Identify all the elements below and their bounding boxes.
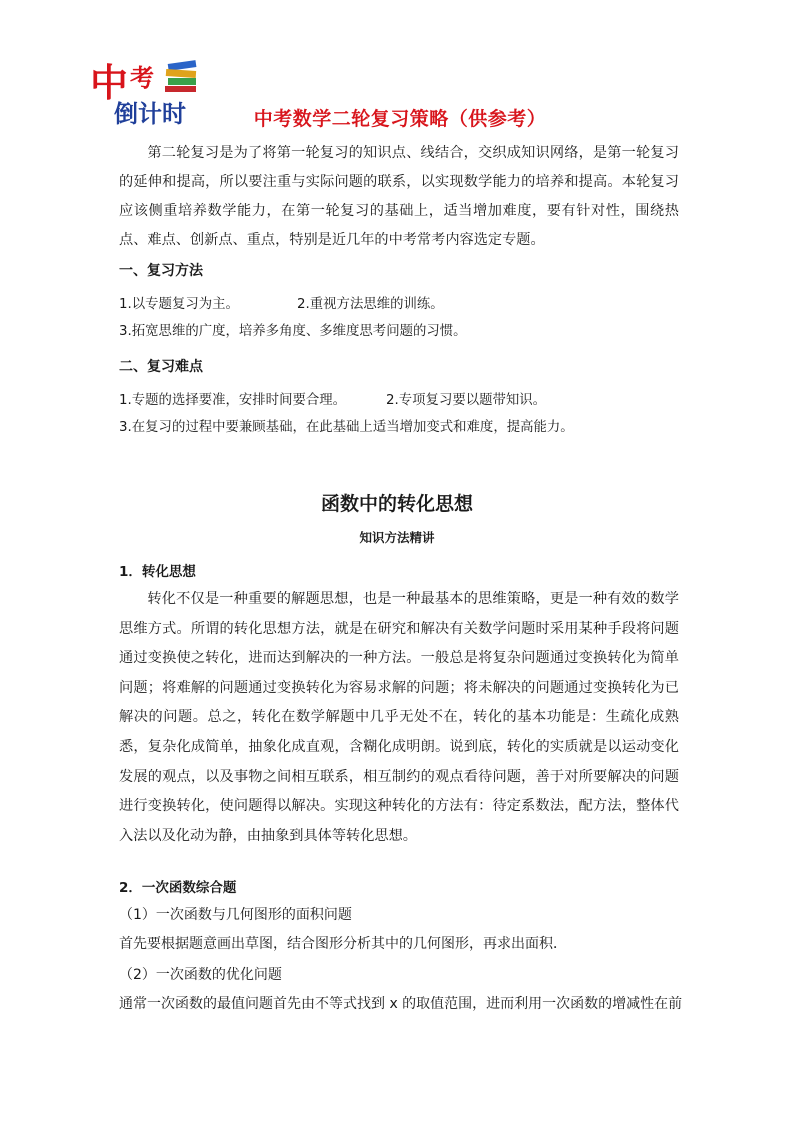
methods-item-3: 3.拓宽思维的广度，培养多角度、多维度思考问题的习惯。: [119, 324, 467, 339]
difficulties-item-3: 3.在复习的过程中要兼顾基础，在此基础上适当增加变式和难度，提高能力。: [119, 420, 574, 435]
books-logo-icon: [88, 56, 216, 128]
difficulties-item-1: 1.专题的选择要准，安排时间要合理。: [119, 393, 347, 408]
section-subtitle: 知识方法精讲: [359, 530, 435, 545]
svg-text:中: 中: [90, 61, 129, 105]
methods-item-1: 1.以专题复习为主。: [119, 297, 239, 312]
svg-text:考: 考: [130, 64, 154, 92]
difficulties-item-2: 2.专项复习要以题带知识。: [386, 393, 547, 408]
transform-heading: 1．转化思想: [119, 564, 196, 580]
linear-sub1-text: 首先要根据题意画出草图，结合图形分析其中的几何图形，再求出面积．: [119, 936, 567, 952]
transform-paragraph: 转化不仅是一种重要的解题思想，也是一种最基本的思维策略，更是一种有效的数学思维方式。所谓的转化思想方法，就是在研究和解决有关数学问题时采用某种手段将问题通过变换使之转化，进而达到解决的一种方法。一般总是将复杂问题通过变换转化为简单问题；将难解的问题通过变换转化为容易求解的问题；将未解决的问题通过变换转化为已解决的问题。总之，转化在数学解题中几乎无处不在，转化的基本功能是：生疏化成熟悉，复杂化成简单，抽象化成直观，含糊化成明朗。说到底，转化的实质就是以运动变化发展的观点，以及事物之间相互联系，相互制约的观点看待问题，善于对所要解决的问题进行变换转化，使问题得以解决。实现这种转化的方法有：待定系数法，配方法，整体代入法以及化动为静，由抽象到具体等转化思想。: [119, 591, 679, 844]
document-title: 中考数学二轮复习策略（供参考）: [253, 108, 547, 130]
linear-sub2-text: 通常一次函数的最值问题首先由不等式找到 x 的取值范围，进而利用一次函数的增减性在前: [119, 996, 683, 1012]
logo: [88, 56, 216, 128]
linear-sub2: （2）一次函数的优化问题: [119, 967, 282, 983]
intro-paragraph: 第二轮复习是为了将第一轮复习的知识点、线结合，交织成知识网络，是第一轮复习的延伸和提高，所以要注重与实际问题的联系，以实现数学能力的培养和提高。本轮复习应该侧重培养数学能力，在第一轮复习的基础上，适当增加难度，要有针对性，围绕热点、难点、创新点、重点，特别是近几年的中考常考内容选定专题。: [119, 145, 679, 248]
difficulties-heading: 二、复习难点: [119, 359, 203, 375]
linear-sub1: （1）一次函数与几何图形的面积问题: [119, 907, 352, 923]
section-title: 函数中的转化思想: [320, 493, 473, 515]
svg-text:倒计时: 倒计时: [114, 100, 186, 128]
methods-item-2: 2.重视方法思维的训练。: [297, 297, 444, 312]
linear-heading: 2．一次函数综合题: [119, 880, 237, 896]
methods-heading: 一、复习方法: [119, 263, 203, 279]
